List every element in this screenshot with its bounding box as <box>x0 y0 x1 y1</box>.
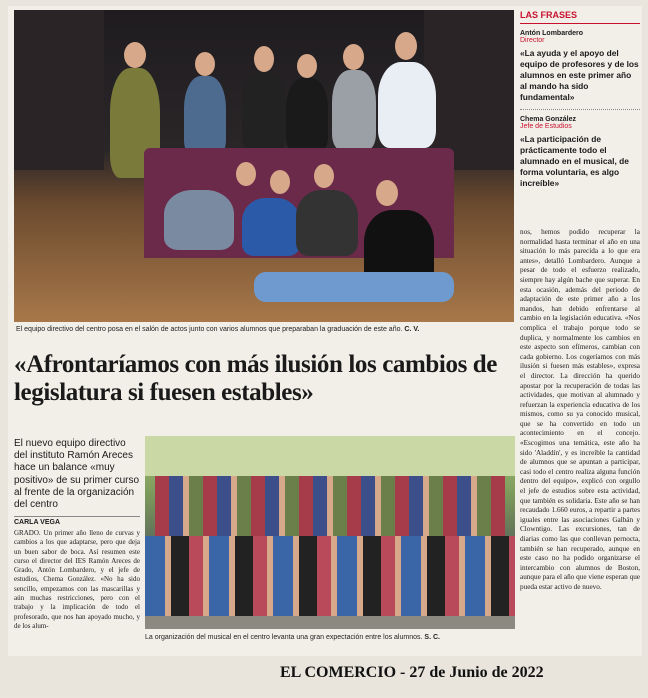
person-head <box>314 164 334 188</box>
stage-curtain-right <box>424 10 514 170</box>
source-footer: EL COMERCIO - 27 de Junio de 2022 <box>280 664 544 681</box>
standing-person <box>242 72 286 152</box>
quotes-sidebar <box>520 10 640 230</box>
headline: «Afrontaríamos con más ilusión los cambios de legislatura si fuesen estables» <box>14 351 497 406</box>
quote-author: Antón Lombardero <box>520 30 583 37</box>
standing-person <box>378 62 436 148</box>
person-head <box>376 180 398 206</box>
person-head <box>236 162 256 186</box>
quote-author: Chema González <box>520 116 577 123</box>
group-photo-musical <box>145 436 515 629</box>
person-head <box>254 46 274 72</box>
person-head <box>124 42 146 68</box>
person-head <box>270 170 290 194</box>
newspaper-clipping <box>8 6 642 656</box>
seated-student <box>164 190 234 250</box>
standing-person <box>184 76 226 156</box>
seated-student <box>242 198 300 256</box>
students-back-row <box>155 476 505 536</box>
quote-role: Director <box>520 37 545 44</box>
person-head <box>195 52 215 76</box>
person-head <box>395 32 417 60</box>
quote-divider <box>520 109 640 110</box>
students-front-row <box>145 536 515 616</box>
stage-curtain-left <box>14 10 104 170</box>
sidebar-title: LAS FRASES <box>520 10 640 24</box>
quote-text: «La participación de prácticamente todo el alumnado en el musical, de forma voluntaria, es algo increíble» <box>520 134 629 188</box>
article-body-right: nos, hemos podido recuperar la normalidad hasta terminar el año en una situación lo más parecida a lo que era antes», detalló Lombardero. Aunque a pesar de todo el esfuerzo realizado, siempre hay algún bache que superar. En esta ocasión, además del periodo de adaptación de este primer año a los mandos, han debido enfrentarse al cambio en la legislación educativa. «Nos complica el trabajo porque todo se duplica, y normalmente los cambios en este aspecto son efímeros, cambian con cada gobierno. Los cogeríamos con más ilusión si fuesen más estables», expresa el director. La dirección ha querido apostar por la recuperación de todas las actividades, que motivan al alumnado y refuerzan la experiencia educativa de los mismos, como su ya conocido musical, que se ha convertido en todo un acontecimiento en el concejo. «Escogimos una temática, este año ha sido 'Aladdín', y es increíble la cantidad de alumnos que se apuntan a participar, casi todo el centro realiza alguna función dentro del equipo», explicó con orgullo el jefe de estudios sobre esta actividad, que también es solidaria. Este año se han recaudado 1.660 euros, a repartir a partes iguales entre las asociaciones Galbán y Clowntigo. Las excursiones, tan de diarias como las que conllevan pernocta, también se han recuperado, aunque en este caso no ha podido organizarse el intercambio con alumnos de Boston, aunque para el año que viene esperan que pueda estar activo de nuevo. <box>520 228 640 591</box>
article-body-left: GRADO. Un primer año lleno de curvas y cambios a los que adaptarse, pero que deja un buen sabor de boca. Así resumen este curso el director del IES Ramón Areces de Grado, Antón Lombardero, y el jefe de estudios, Chema González. «No ha sido sencillo, empezamos con las mascarillas y aún muchas restricciones, pero con el trabajo y la implicación de todo el profesorado, que nos han apoyado mucho, y de los alum- <box>14 529 140 630</box>
jeans-legs <box>254 272 454 302</box>
byline: CARLA VEGA <box>14 516 140 526</box>
quote-role: Jefe de Estudios <box>520 123 572 130</box>
quote-text: «La ayuda y el apoyo del equipo de profesores y de los alumnos en este primer año al mando ha sido fundamental» <box>520 48 639 102</box>
sky-trees <box>145 436 515 476</box>
group-photo-stage <box>14 10 514 322</box>
person-head <box>343 44 364 70</box>
article-deck: El nuevo equipo directivo del instituto Ramón Areces hace un balance «muy positivo» de su primer curso al frente de la organización del centro <box>14 438 140 511</box>
standing-person <box>286 78 328 152</box>
standing-person <box>332 70 376 150</box>
photo1-caption: El equipo directivo del centro posa en el salón de actos junto con varios alumnos que preparaban la graduación de este año. C. V. <box>16 326 420 333</box>
seated-student <box>296 190 358 256</box>
photo2-caption: La organización del musical en el centro levanta una gran expectación entre los alumnos. S. C. <box>145 634 440 641</box>
person-head <box>297 54 317 78</box>
